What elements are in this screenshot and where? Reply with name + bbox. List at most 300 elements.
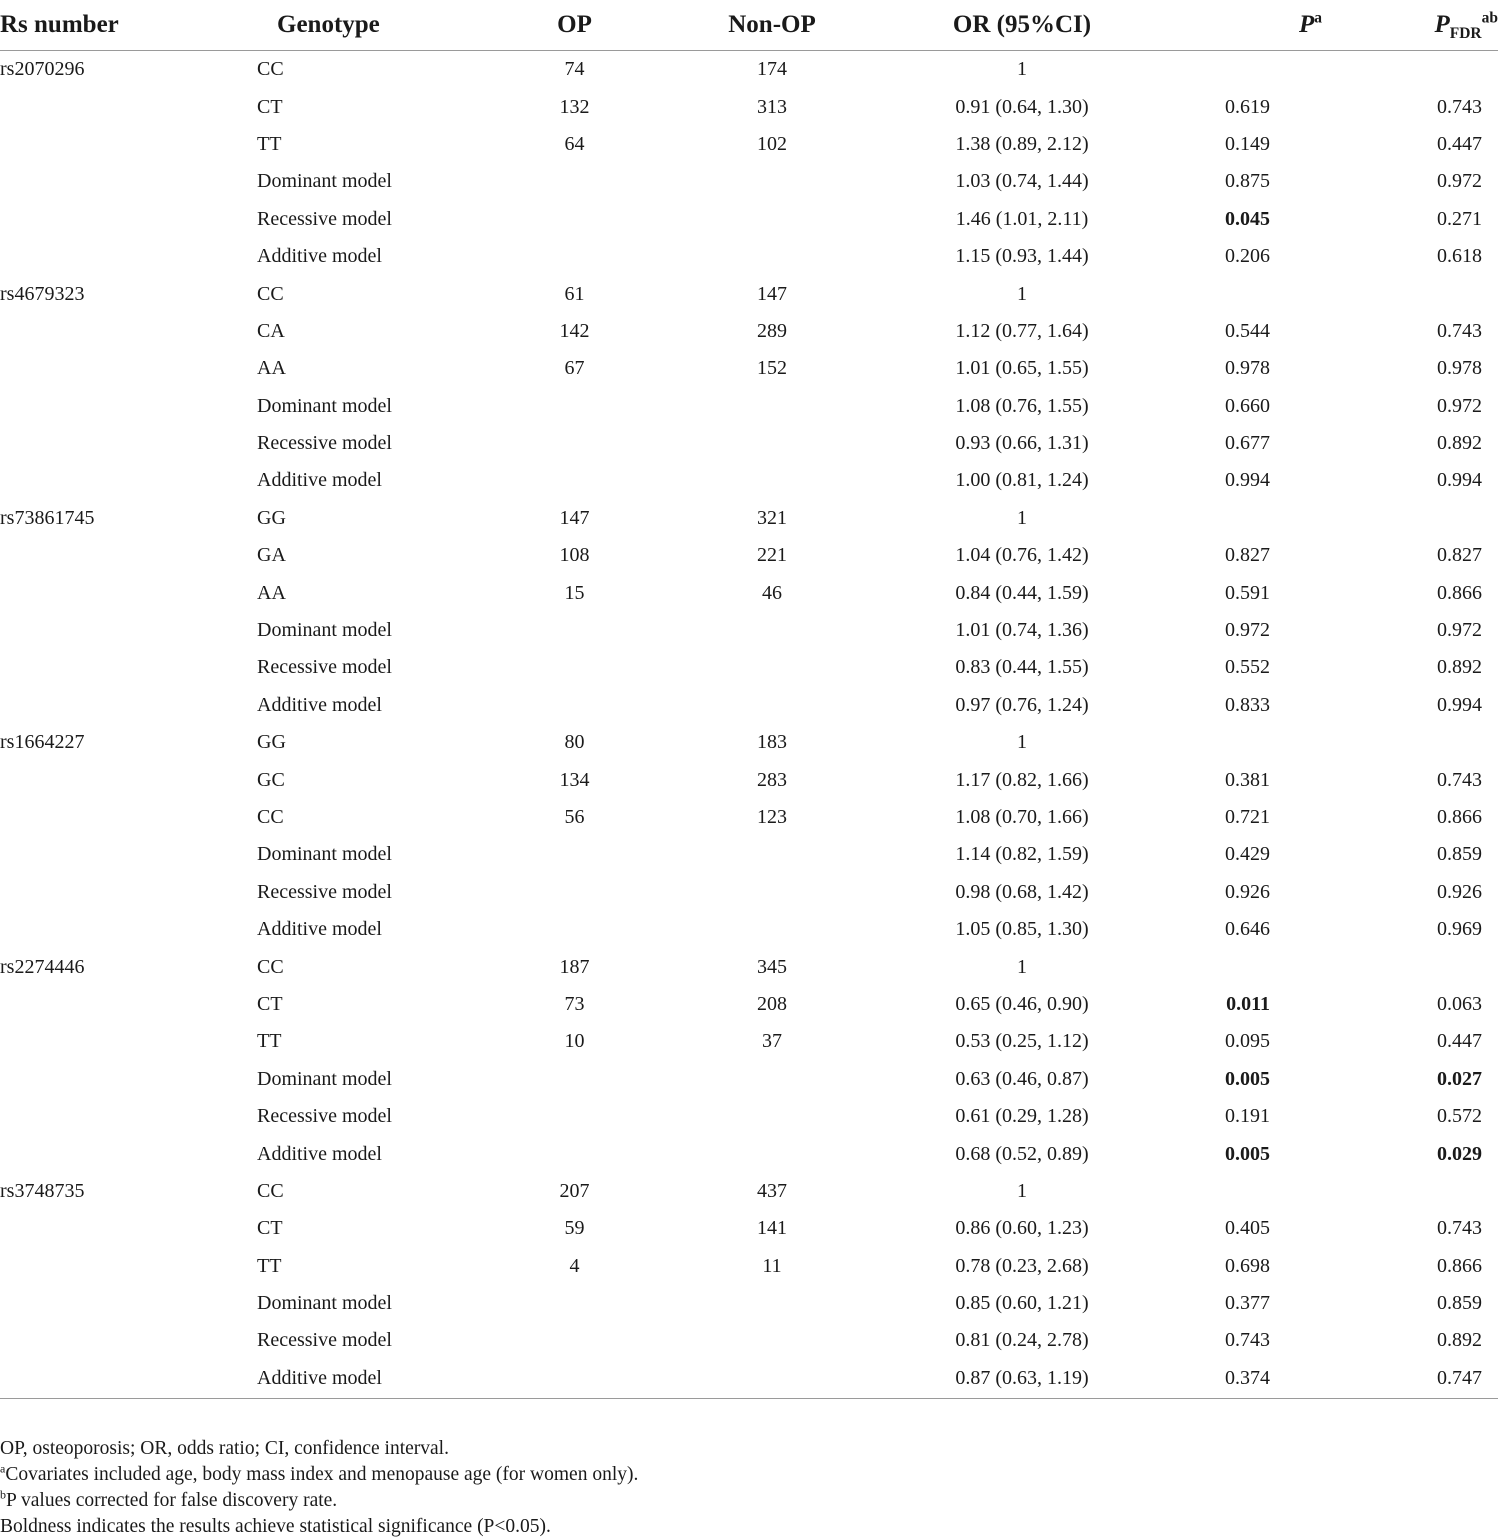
cell-genotype: CC <box>257 282 284 305</box>
cell-op-count <box>477 1285 672 1322</box>
cell-non-op-count: 123 <box>757 806 787 828</box>
cell-odds-ratio: 1.38 (0.89, 2.12) <box>955 132 1089 155</box>
cell-odds-ratio: 1 <box>1017 1179 1027 1202</box>
cell-op-count <box>477 201 672 238</box>
cell-op-count <box>477 388 672 425</box>
cell-odds-ratio: 0.53 (0.25, 1.12) <box>955 1030 1089 1053</box>
cell-genotype: Dominant model <box>257 619 392 642</box>
cell-p-fdr <box>1340 1173 1498 1210</box>
cell-rs-number <box>0 799 257 836</box>
cell-p-fdr: 0.859 <box>1437 843 1482 866</box>
cell-p-value: 0.591 <box>1225 581 1270 604</box>
table-row <box>0 163 1498 200</box>
table-row <box>0 1360 1498 1399</box>
cell-p-fdr: 0.447 <box>1437 132 1482 155</box>
cell-p-fdr: 0.743 <box>1437 95 1482 118</box>
table-body <box>0 51 1498 1399</box>
cell-rs-number <box>0 874 257 911</box>
table-row <box>0 51 1498 89</box>
cell-rs-number: rs2274446 <box>0 955 85 978</box>
cell-p-fdr: 0.978 <box>1437 357 1482 380</box>
cell-odds-ratio: 0.91 (0.64, 1.30) <box>955 95 1089 118</box>
table-row <box>0 350 1498 387</box>
table-row <box>0 388 1498 425</box>
table-row <box>0 1285 1498 1322</box>
cell-p-fdr: 0.743 <box>1437 1217 1482 1240</box>
cell-rs-number <box>0 1023 257 1060</box>
cell-p-fdr: 0.892 <box>1437 1329 1482 1352</box>
cell-odds-ratio: 0.97 (0.76, 1.24) <box>955 693 1089 716</box>
cell-op-count: 147 <box>559 506 590 529</box>
cell-p-fdr: 0.994 <box>1437 469 1482 492</box>
cell-p-fdr: 0.618 <box>1437 245 1482 268</box>
table-row <box>0 911 1498 948</box>
cell-odds-ratio: 1.12 (0.77, 1.64) <box>955 319 1089 342</box>
cell-non-op-count <box>672 874 872 911</box>
cell-odds-ratio: 1 <box>1017 58 1027 81</box>
table-row <box>0 761 1498 798</box>
cell-p-fdr: 0.747 <box>1340 1360 1498 1399</box>
cell-p-value: 0.544 <box>1225 319 1270 342</box>
cell-p-fdr <box>1340 948 1498 985</box>
cell-non-op-count: 283 <box>757 768 787 791</box>
table-row <box>0 1061 1498 1098</box>
cell-rs-number <box>0 1098 257 1135</box>
header-p-value <box>1172 0 1340 51</box>
cell-non-op-count <box>672 388 872 425</box>
cell-non-op-count <box>672 1322 872 1359</box>
cell-op-count: 134 <box>559 768 590 791</box>
cell-genotype: CT <box>257 1217 283 1240</box>
cell-op-count: 108 <box>559 544 590 567</box>
cell-genotype: Recessive model <box>257 207 392 230</box>
cell-p-fdr: 0.271 <box>1437 207 1482 230</box>
table-row <box>0 687 1498 724</box>
cell-op-count <box>477 238 672 275</box>
cell-genotype: Dominant model <box>257 394 392 417</box>
cell-p-value: 0.005 <box>1225 1142 1270 1165</box>
cell-p-value: 0.149 <box>1225 132 1270 155</box>
table-row <box>0 500 1498 537</box>
cell-rs-number <box>0 911 257 948</box>
header-p-superscript: a <box>1314 9 1322 27</box>
table-row <box>0 1023 1498 1060</box>
cell-odds-ratio: 0.93 (0.66, 1.31) <box>955 432 1089 455</box>
footnote-b-mark: b <box>0 1487 6 1502</box>
header-or-ci: OR (95%CI) <box>872 0 1172 51</box>
cell-p-value <box>1172 275 1340 312</box>
cell-p-fdr: 0.743 <box>1437 319 1482 342</box>
cell-odds-ratio: 1.01 (0.74, 1.36) <box>955 619 1089 642</box>
cell-non-op-count <box>672 911 872 948</box>
cell-rs-number <box>0 1285 257 1322</box>
header-op: OP <box>477 0 672 51</box>
cell-non-op-count: 46 <box>762 581 782 604</box>
cell-genotype: Dominant model <box>257 1067 392 1090</box>
cell-p-value <box>1172 500 1340 537</box>
cell-p-value: 0.833 <box>1225 693 1270 716</box>
cell-p-value: 0.972 <box>1225 619 1270 642</box>
cell-genotype: Dominant model <box>257 170 392 193</box>
cell-op-count <box>477 874 672 911</box>
cell-rs-number: rs4679323 <box>0 282 85 305</box>
cell-non-op-count <box>672 687 872 724</box>
cell-op-count: 56 <box>564 806 585 828</box>
cell-p-fdr: 0.892 <box>1437 656 1482 679</box>
header-p-letter: P <box>1298 11 1315 38</box>
cell-odds-ratio: 0.87 (0.63, 1.19) <box>872 1360 1172 1399</box>
cell-rs-number: rs73861745 <box>0 506 95 529</box>
cell-op-count: 207 <box>559 1179 590 1202</box>
cell-p-value: 0.698 <box>1225 1254 1270 1277</box>
cell-p-fdr: 0.027 <box>1437 1067 1482 1090</box>
cell-rs-number <box>0 537 257 574</box>
table-row <box>0 1098 1498 1135</box>
cell-odds-ratio: 1 <box>1017 506 1027 529</box>
cell-p-value: 0.926 <box>1225 880 1270 903</box>
cell-op-count <box>477 1098 672 1135</box>
cell-p-value: 0.552 <box>1225 656 1270 679</box>
cell-non-op-count <box>672 836 872 873</box>
cell-non-op-count <box>672 649 872 686</box>
cell-non-op-count <box>672 612 872 649</box>
cell-p-value: 0.095 <box>1225 1030 1270 1053</box>
cell-p-fdr: 0.572 <box>1437 1105 1482 1128</box>
cell-odds-ratio: 0.78 (0.23, 2.68) <box>955 1254 1089 1277</box>
table-row <box>0 313 1498 350</box>
footnote-a <box>0 1462 1460 1488</box>
cell-non-op-count <box>672 462 872 499</box>
cell-rs-number <box>0 1322 257 1359</box>
table-row <box>0 836 1498 873</box>
cell-op-count: 4 <box>569 1254 580 1277</box>
cell-rs-number: rs3748735 <box>0 1179 85 1202</box>
cell-genotype: CT <box>257 992 283 1015</box>
cell-p-value: 0.377 <box>1225 1292 1270 1315</box>
cell-odds-ratio: 1.01 (0.65, 1.55) <box>955 357 1089 380</box>
footnote-a-text: Covariates included age, body mass index and menopause age (for women only). <box>5 1464 639 1485</box>
table-row <box>0 612 1498 649</box>
header-non-op: Non-OP <box>672 0 872 51</box>
cell-non-op-count: 102 <box>757 132 787 155</box>
table-row <box>0 649 1498 686</box>
cell-p-value <box>1172 948 1340 985</box>
cell-genotype: GC <box>257 768 285 791</box>
cell-non-op-count: 289 <box>757 319 787 342</box>
cell-non-op-count: 37 <box>762 1030 782 1053</box>
cell-op-count: 80 <box>564 731 585 754</box>
cell-genotype: Additive model <box>257 245 382 268</box>
cell-genotype: CA <box>257 319 285 342</box>
cell-op-count: 74 <box>564 58 585 81</box>
cell-non-op-count <box>672 425 872 462</box>
cell-p-fdr: 0.926 <box>1437 880 1482 903</box>
cell-op-count: 59 <box>564 1217 585 1240</box>
cell-p-value <box>1172 51 1340 89</box>
cell-non-op-count: 152 <box>757 357 787 380</box>
cell-p-fdr: 0.827 <box>1437 544 1482 567</box>
cell-non-op-count: 11 <box>762 1254 782 1277</box>
cell-p-value: 0.827 <box>1225 544 1270 567</box>
cell-p-value: 0.011 <box>1226 992 1270 1015</box>
cell-p-fdr: 0.866 <box>1437 806 1482 828</box>
cell-non-op-count <box>672 1285 872 1322</box>
cell-p-fdr <box>1340 724 1498 761</box>
cell-genotype: GG <box>257 506 286 529</box>
cell-p-fdr: 0.972 <box>1437 394 1482 417</box>
cell-p-value: 0.743 <box>1225 1329 1270 1352</box>
cell-p-value: 0.429 <box>1225 843 1270 866</box>
footnote-boldness: Boldness indicates the results achieve statistical significance (P<0.05). <box>0 1516 551 1537</box>
cell-p-fdr: 0.029 <box>1437 1142 1482 1165</box>
cell-genotype: CC <box>257 1179 284 1202</box>
cell-p-value: 0.660 <box>1225 394 1270 417</box>
cell-rs-number <box>0 761 257 798</box>
cell-rs-number <box>0 238 257 275</box>
cell-genotype: Additive model <box>257 918 382 941</box>
cell-genotype: AA <box>257 581 286 604</box>
cell-p-fdr: 0.743 <box>1437 768 1482 791</box>
table-row <box>0 1173 1498 1210</box>
cell-rs-number <box>0 986 257 1023</box>
cell-p-fdr <box>1340 500 1498 537</box>
cell-rs-number <box>0 1248 257 1285</box>
cell-odds-ratio: 0.63 (0.46, 0.87) <box>955 1067 1089 1090</box>
cell-p-value: 0.405 <box>1225 1217 1270 1240</box>
cell-odds-ratio: 0.86 (0.60, 1.23) <box>955 1217 1089 1240</box>
cell-non-op-count <box>672 1061 872 1098</box>
table-footnotes <box>0 1436 1460 1540</box>
footnote-abbreviations: OP, osteoporosis; OR, odds ratio; CI, confidence interval. <box>0 1438 449 1459</box>
footnote-a-mark: a <box>0 1461 6 1476</box>
cell-op-count: 187 <box>559 955 590 978</box>
cell-odds-ratio: 0.68 (0.52, 0.89) <box>955 1142 1089 1165</box>
cell-p-fdr: 0.866 <box>1437 581 1482 604</box>
cell-non-op-count: 174 <box>757 58 787 81</box>
table-row <box>0 874 1498 911</box>
cell-odds-ratio: 0.65 (0.46, 0.90) <box>955 992 1089 1015</box>
cell-odds-ratio: 0.83 (0.44, 1.55) <box>955 656 1089 679</box>
table-row <box>0 1322 1498 1359</box>
table-row <box>0 238 1498 275</box>
cell-genotype: Recessive model <box>257 880 392 903</box>
cell-p-fdr: 0.972 <box>1437 170 1482 193</box>
cell-odds-ratio: 0.84 (0.44, 1.59) <box>955 581 1089 604</box>
cell-non-op-count: 183 <box>757 731 787 754</box>
cell-non-op-count: 147 <box>757 282 787 305</box>
cell-p-value: 0.646 <box>1225 918 1270 941</box>
cell-p-fdr <box>1340 275 1498 312</box>
table-row <box>0 574 1498 611</box>
cell-rs-number <box>0 1210 257 1247</box>
header-pfdr-superscript: ab <box>1481 9 1498 27</box>
cell-rs-number <box>0 350 257 387</box>
cell-op-count <box>477 1061 672 1098</box>
cell-rs-number <box>0 687 257 724</box>
cell-genotype: AA <box>257 357 286 380</box>
cell-op-count: 67 <box>564 357 585 380</box>
cell-genotype: CC <box>257 955 284 978</box>
cell-p-value: 0.721 <box>1225 806 1270 828</box>
cell-genotype: Recessive model <box>257 1329 392 1352</box>
header-genotype: Genotype <box>257 0 477 51</box>
cell-rs-number <box>0 425 257 462</box>
cell-non-op-count <box>672 1098 872 1135</box>
cell-genotype: GG <box>257 731 286 754</box>
table-row <box>0 462 1498 499</box>
cell-odds-ratio: 1 <box>1017 731 1027 754</box>
cell-op-count: 142 <box>559 319 590 342</box>
cell-odds-ratio: 1.03 (0.74, 1.44) <box>955 170 1089 193</box>
cell-non-op-count <box>672 238 872 275</box>
table-row <box>0 1135 1498 1172</box>
cell-p-fdr <box>1340 51 1498 89</box>
header-p-fdr <box>1340 0 1498 51</box>
cell-rs-number: rs1664227 <box>0 731 85 754</box>
cell-genotype: Additive model <box>257 1360 477 1399</box>
cell-p-value: 0.619 <box>1225 95 1270 118</box>
cell-genotype: TT <box>257 1030 282 1053</box>
footnote-b-text: P values corrected for false discovery rate. <box>6 1490 338 1511</box>
cell-p-value: 0.677 <box>1225 432 1270 455</box>
cell-genotype: Recessive model <box>257 432 392 455</box>
cell-non-op-count: 321 <box>757 506 787 529</box>
cell-op-count <box>477 1360 672 1399</box>
cell-op-count <box>477 836 672 873</box>
cell-odds-ratio: 1.04 (0.76, 1.42) <box>955 544 1089 567</box>
cell-op-count: 64 <box>564 132 585 155</box>
cell-genotype: Dominant model <box>257 843 392 866</box>
cell-rs-number <box>0 163 257 200</box>
cell-op-count <box>477 1322 672 1359</box>
cell-p-fdr: 0.859 <box>1437 1292 1482 1315</box>
cell-odds-ratio: 1.08 (0.70, 1.66) <box>955 806 1089 828</box>
table-row <box>0 88 1498 125</box>
cell-op-count: 15 <box>564 581 585 604</box>
table-row <box>0 1248 1498 1285</box>
cell-odds-ratio: 1.08 (0.76, 1.55) <box>955 394 1089 417</box>
cell-odds-ratio: 1.46 (1.01, 2.11) <box>955 207 1089 230</box>
table-row <box>0 799 1498 836</box>
cell-genotype: Recessive model <box>257 1105 392 1128</box>
cell-op-count: 61 <box>564 282 585 305</box>
cell-non-op-count: 345 <box>757 955 787 978</box>
cell-p-value: 0.005 <box>1225 1067 1270 1090</box>
header-pfdr-subscript: FDR <box>1449 25 1482 42</box>
table-row <box>0 126 1498 163</box>
cell-p-value: 0.978 <box>1225 357 1270 380</box>
cell-rs-number <box>0 612 257 649</box>
cell-non-op-count <box>672 163 872 200</box>
table-row <box>0 537 1498 574</box>
cell-p-fdr: 0.866 <box>1437 1254 1482 1277</box>
cell-op-count <box>477 163 672 200</box>
cell-genotype: TT <box>257 132 282 155</box>
cell-genotype: Recessive model <box>257 656 392 679</box>
cell-op-count <box>477 1135 672 1172</box>
cell-rs-number: rs2070296 <box>0 58 85 81</box>
table-row <box>0 425 1498 462</box>
cell-non-op-count <box>672 201 872 238</box>
cell-p-value <box>1172 1173 1340 1210</box>
cell-genotype: Additive model <box>257 469 382 492</box>
cell-genotype: Additive model <box>257 693 382 716</box>
cell-odds-ratio: 1.15 (0.93, 1.44) <box>955 245 1089 268</box>
cell-odds-ratio: 0.61 (0.29, 1.28) <box>955 1105 1089 1128</box>
cell-odds-ratio: 1.00 (0.81, 1.24) <box>955 469 1089 492</box>
cell-p-value: 0.994 <box>1225 469 1270 492</box>
cell-rs-number <box>0 1135 257 1172</box>
cell-p-fdr: 0.447 <box>1437 1030 1482 1053</box>
cell-op-count <box>477 612 672 649</box>
table-row <box>0 724 1498 761</box>
cell-genotype: TT <box>257 1254 282 1277</box>
table-row <box>0 986 1498 1023</box>
cell-p-value <box>1172 724 1340 761</box>
cell-non-op-count <box>672 1360 872 1399</box>
table-row <box>0 275 1498 312</box>
header-rs-number: Rs number <box>0 0 257 51</box>
cell-p-value: 0.875 <box>1225 170 1270 193</box>
cell-op-count: 132 <box>559 95 590 118</box>
cell-rs-number <box>0 388 257 425</box>
cell-rs-number <box>0 836 257 873</box>
cell-op-count: 73 <box>564 992 585 1015</box>
cell-odds-ratio: 0.81 (0.24, 2.78) <box>955 1329 1089 1352</box>
cell-odds-ratio: 0.98 (0.68, 1.42) <box>955 880 1089 903</box>
cell-op-count <box>477 687 672 724</box>
cell-op-count <box>477 425 672 462</box>
cell-p-fdr: 0.994 <box>1437 693 1482 716</box>
cell-odds-ratio: 1 <box>1017 282 1027 305</box>
cell-non-op-count: 208 <box>757 992 787 1015</box>
cell-genotype: CC <box>257 58 284 81</box>
cell-rs-number <box>0 462 257 499</box>
cell-non-op-count: 221 <box>757 544 787 567</box>
cell-p-fdr: 0.972 <box>1437 619 1482 642</box>
cell-rs-number <box>0 649 257 686</box>
header-pfdr-letter: P <box>1434 11 1450 38</box>
cell-rs-number <box>0 1360 257 1399</box>
cell-odds-ratio: 1.17 (0.82, 1.66) <box>955 768 1089 791</box>
cell-odds-ratio: 1.05 (0.85, 1.30) <box>955 918 1089 941</box>
table-row <box>0 948 1498 985</box>
footnote-b <box>0 1488 1460 1514</box>
cell-rs-number <box>0 574 257 611</box>
cell-rs-number <box>0 1061 257 1098</box>
cell-genotype: GA <box>257 544 286 567</box>
cell-odds-ratio: 1 <box>1017 955 1027 978</box>
table-header-row <box>0 0 1498 51</box>
cell-non-op-count: 437 <box>757 1179 787 1202</box>
cell-odds-ratio: 0.85 (0.60, 1.21) <box>955 1292 1089 1315</box>
cell-p-value: 0.191 <box>1225 1105 1270 1128</box>
cell-op-count: 10 <box>564 1030 585 1053</box>
cell-genotype: CT <box>257 95 283 118</box>
table-row <box>0 201 1498 238</box>
cell-rs-number <box>0 201 257 238</box>
cell-rs-number <box>0 126 257 163</box>
cell-op-count <box>477 649 672 686</box>
cell-p-fdr: 0.892 <box>1437 432 1482 455</box>
cell-p-value: 0.206 <box>1225 245 1270 268</box>
cell-non-op-count: 141 <box>757 1217 787 1240</box>
cell-rs-number <box>0 313 257 350</box>
cell-p-value: 0.381 <box>1225 768 1270 791</box>
cell-genotype: CC <box>257 806 284 828</box>
cell-p-value: 0.374 <box>1172 1360 1340 1399</box>
cell-op-count <box>477 911 672 948</box>
